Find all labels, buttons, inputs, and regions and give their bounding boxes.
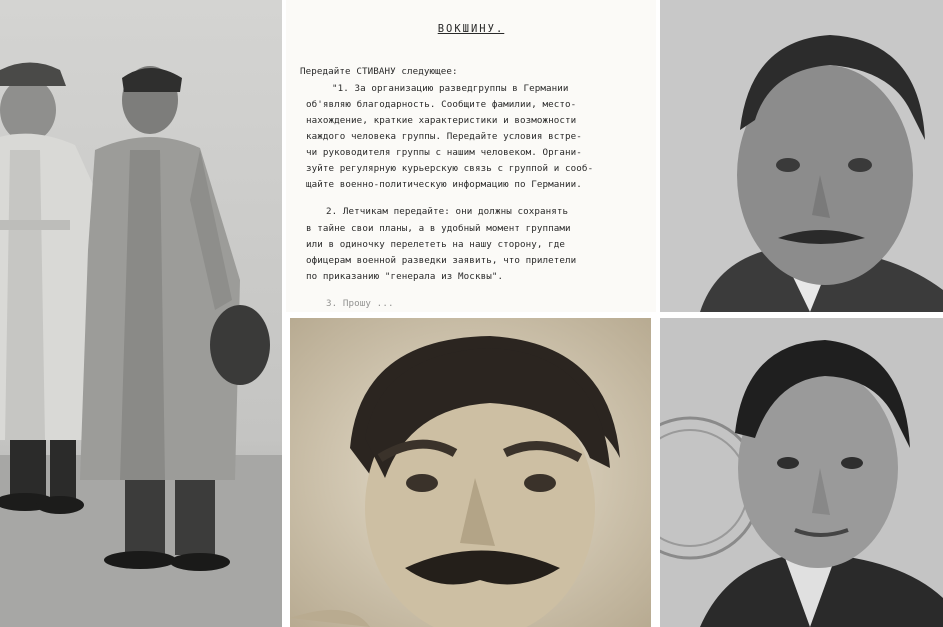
document-line: или в одиночку перелететь на нашу сторону, где — [306, 239, 566, 250]
photo-two-men-in-coats — [0, 0, 282, 627]
document-line: чи руководителя группы с нашим человеком. Органи- — [306, 147, 582, 158]
document-line: по приказанию "генерала из Москвы". — [306, 271, 504, 282]
two-men-illustration — [0, 0, 282, 627]
document-line: нахождение, краткие характеристики и возможности — [306, 115, 577, 126]
document-line: щайте военно-политическую информацию по Германии. — [306, 179, 582, 190]
document-line: в тайне свои планы, а в удобный момент группами — [306, 223, 571, 234]
document-line: офицерам военной разведки заявить, что прилетели — [306, 255, 577, 266]
document-line: об'являю благодарность. Сообщите фамилии, место- — [306, 99, 577, 110]
portrait-sepia-man — [290, 318, 651, 627]
document-scan — [286, 0, 656, 312]
portrait-man-moustache — [660, 0, 943, 312]
portrait2-illustration — [290, 318, 651, 627]
document-line: 2. Летчикам передайте: они должны сохранять — [326, 206, 569, 217]
document-line: "1. За организацию разведгруппы в Германии — [332, 83, 569, 94]
document-heading: ВОКШИНУ. — [437, 23, 505, 35]
document-line: 3. Прошу ... — [326, 298, 394, 309]
portrait1-illustration — [660, 0, 943, 312]
document-line: Передайте СТИВАНУ следующее: — [300, 66, 458, 77]
document-line: зуйте регулярную курьерскую связь с группой и сооб- — [306, 163, 594, 174]
portrait3-illustration — [660, 318, 943, 627]
portrait-id-photo — [660, 318, 943, 627]
document-line: каждого человека группы. Передайте условия встре- — [306, 131, 582, 142]
